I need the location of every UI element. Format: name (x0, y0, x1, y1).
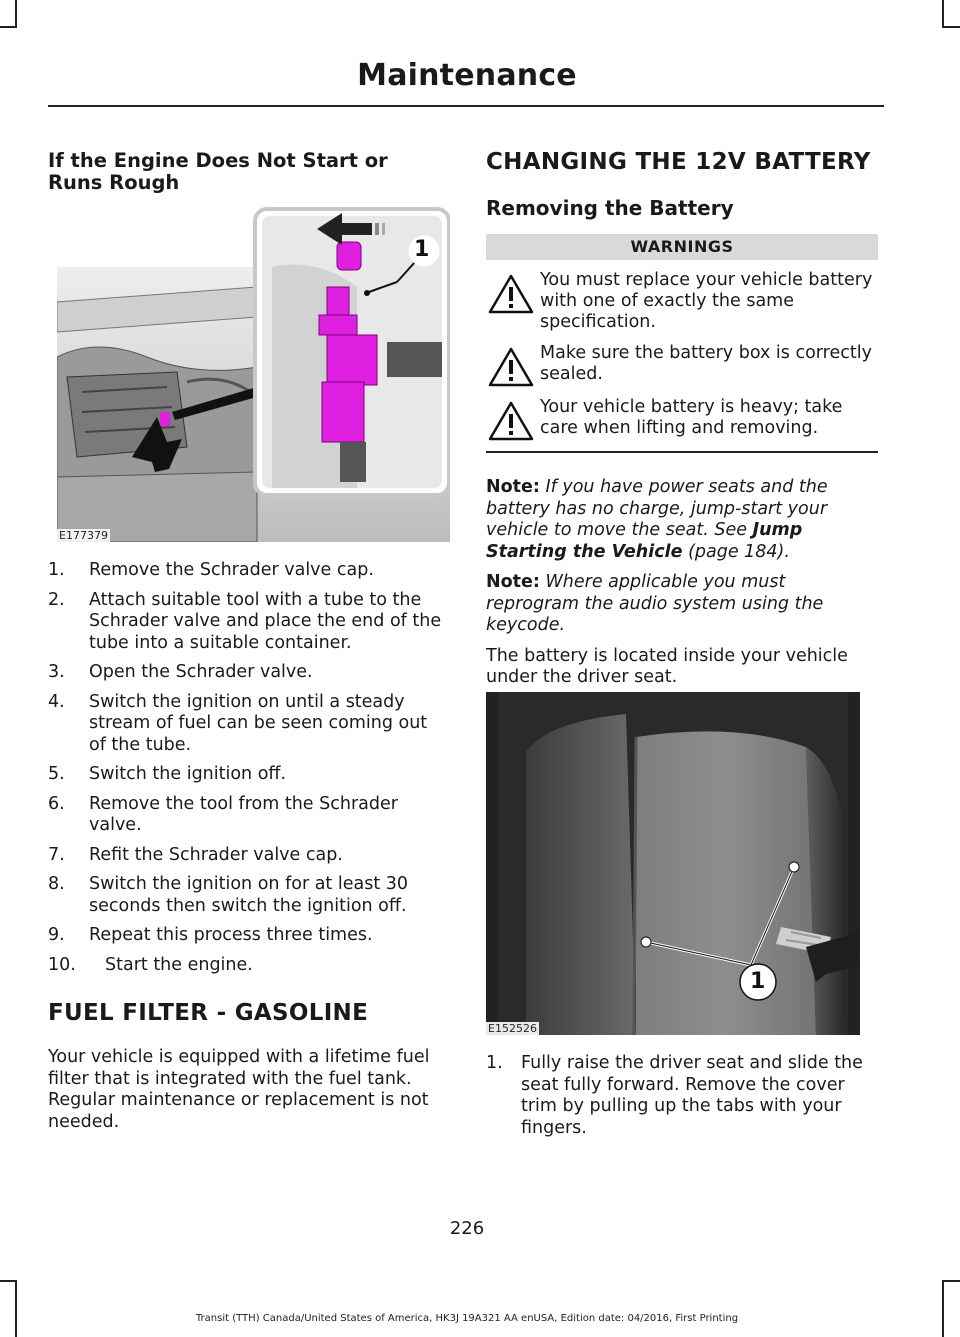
battery-heading: CHANGING THE 12V BATTERY (486, 149, 871, 175)
figure-code: E152526 (488, 1022, 537, 1035)
crop-mark-top-right-v (942, 0, 944, 28)
crop-mark-top-left-h (0, 26, 17, 28)
footer-text: Transit (TTH) Canada/United States of America, HK3J 19A321 AA enUSA, Edition date: 04/2016, First Printing (195, 1313, 739, 1324)
callout-number: 1 (414, 237, 430, 262)
fuel-filter-heading: FUEL FILTER - GASOLINE (48, 1000, 369, 1026)
crop-mark-bottom-right-v (942, 1280, 944, 1337)
callout-number: 1 (750, 969, 766, 994)
warning-item: You must replace your vehicle battery with one of exactly the same specification. (486, 270, 878, 333)
jump-start-link[interactable]: Jump Starting the Vehicle (486, 520, 803, 562)
procedure-steps (48, 560, 448, 976)
warnings-box (486, 234, 878, 453)
header-rule (48, 105, 884, 107)
list-item: 3. Open the Schrader valve. (48, 662, 313, 682)
crop-mark-bottom-right-h (942, 1280, 960, 1282)
crop-mark-top-left-v (15, 0, 17, 28)
list-item: 8. Switch the ignition on for at least 30 seconds then switch the ignition off. (48, 874, 409, 916)
right-column (486, 148, 878, 689)
seat-figure (486, 692, 860, 1035)
list-item: 4. Switch the ignition on until a steady stream of fuel can be seen coming out of the tube. (48, 691, 428, 755)
fuel-filter-section (48, 999, 448, 1133)
list-item: 1. Fully raise the driver seat and slide the seat fully forward. Remove the cover trim by pulling up the tabs with your fingers. (486, 1053, 863, 1138)
warning-item: Your vehicle battery is heavy; take care when lifting and removing. (486, 397, 878, 441)
left-column (48, 150, 448, 194)
page-title: Maintenance (357, 58, 577, 93)
note-power-seats: Note: If you have power seats and the battery has no charge, jump-start your vehicle to move the seat. See Jump Starting the Vehicle (page 184). (486, 477, 828, 562)
engine-not-start-heading: If the Engine Does Not Start or Runs Rough (48, 149, 388, 194)
list-item: 9. Repeat this process three times. (48, 925, 373, 945)
warning-item: Make sure the battery box is correctly sealed. (486, 343, 878, 387)
engine-figure (57, 207, 450, 542)
fuel-filter-text: Your vehicle is equipped with a lifetime fuel filter that is integrated with the fuel tank. Regular maintenance or replacement is not needed. (48, 1047, 430, 1132)
crop-mark-top-right-h (942, 26, 960, 28)
warnings-title: WARNINGS (486, 234, 878, 260)
list-item: 1. Remove the Schrader valve cap. (48, 560, 374, 580)
list-item: 10. Start the engine. (48, 954, 253, 975)
warning-triangle-icon (488, 347, 534, 387)
warnings-divider (486, 451, 878, 453)
right-steps (486, 1053, 878, 1147)
warning-triangle-icon (488, 401, 534, 441)
list-item: 7. Refit the Schrader valve cap. (48, 844, 343, 865)
list-item: 6. Remove the tool from the Schrader valve. (48, 793, 398, 835)
warning-triangle-icon (488, 274, 534, 314)
battery-removal-steps (486, 1053, 878, 1139)
page-number: 226 (449, 1218, 485, 1239)
note-audio: Note: Where applicable you must reprogram the audio system using the keycode. (486, 572, 824, 635)
removing-battery-heading: Removing the Battery (486, 196, 734, 220)
list-item: 5. Switch the ignition off. (48, 764, 287, 784)
engine-illustration (57, 207, 450, 542)
left-steps (48, 560, 448, 984)
crop-mark-bottom-left-h (0, 1280, 17, 1282)
list-item: 2. Attach suitable tool with a tube to the Schrader valve and place the end of the tube into a suitable container. (48, 589, 442, 653)
crop-mark-bottom-left-v (15, 1280, 17, 1337)
seat-illustration (486, 692, 860, 1035)
battery-location-text: The battery is located inside your vehicle under the driver seat. (486, 645, 848, 687)
figure-code: E177379 (59, 529, 108, 542)
